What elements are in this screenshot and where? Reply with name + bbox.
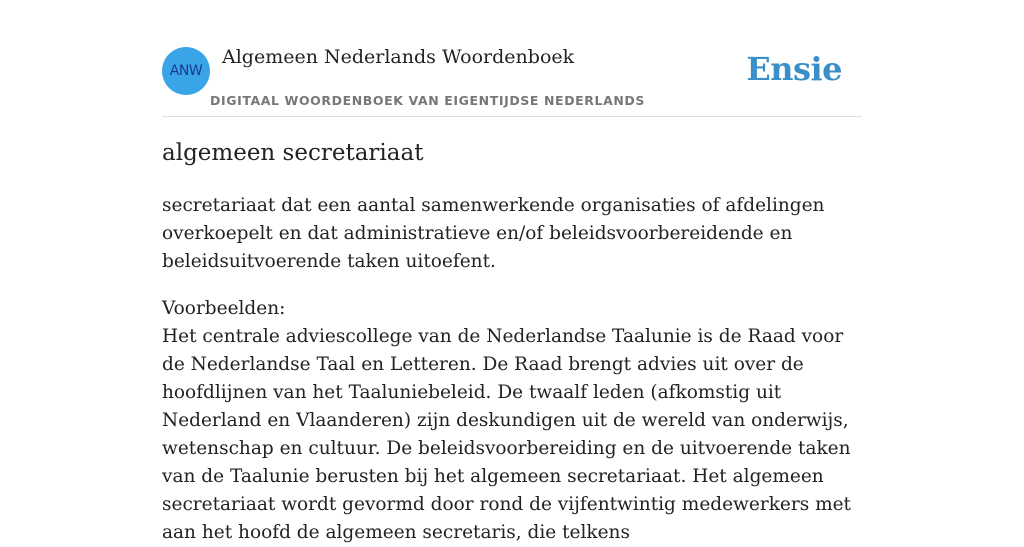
definition-text: secretariaat dat een aantal samenwerkende organisaties of afdelingen overkoepelt en dat administratieve en/of beleidsvoorbereidende en beleidsuitvoerende taken uitoefent. [162, 195, 825, 272]
examples-section [162, 295, 862, 547]
dictionary-header [162, 0, 862, 117]
anw-logo[interactable] [162, 47, 210, 95]
examples-heading: Voorbeelden: [162, 298, 286, 319]
dictionary-title[interactable]: Algemeen Nederlands Woordenboek [222, 46, 575, 68]
ensie-brand-logo[interactable]: Ensie [746, 50, 842, 88]
dictionary-subtitle: DIGITAAL WOORDENBOEK VAN EIGENTIJDSE NEDERLANDS [210, 93, 646, 108]
entry-card [162, 0, 862, 543]
example-text: Het centrale adviescollege van de Nederlandse Taalunie is de Raad voor de Nederlandse Taal en Letteren. De Raad brengt advies uit over de hoofdlijnen van het Taaluniebeleid. De twaalf leden (afkomstig uit Nederland en Vlaanderen) zijn deskundigen uit de wereld van onderwijs, wetenschap en cultuur. De beleidsvoorbereiding en de uitvoerende taken van de Taalunie berusten bij het algemeen secretariaat. Het algemeen secretariaat wordt gevormd door rond de vijfentwintig medewerkers met aan het hoofd de algemeen secretaris, die telkens [162, 326, 851, 543]
logo-text: ANW [169, 63, 203, 79]
headword: algemeen secretariaat [162, 140, 424, 166]
